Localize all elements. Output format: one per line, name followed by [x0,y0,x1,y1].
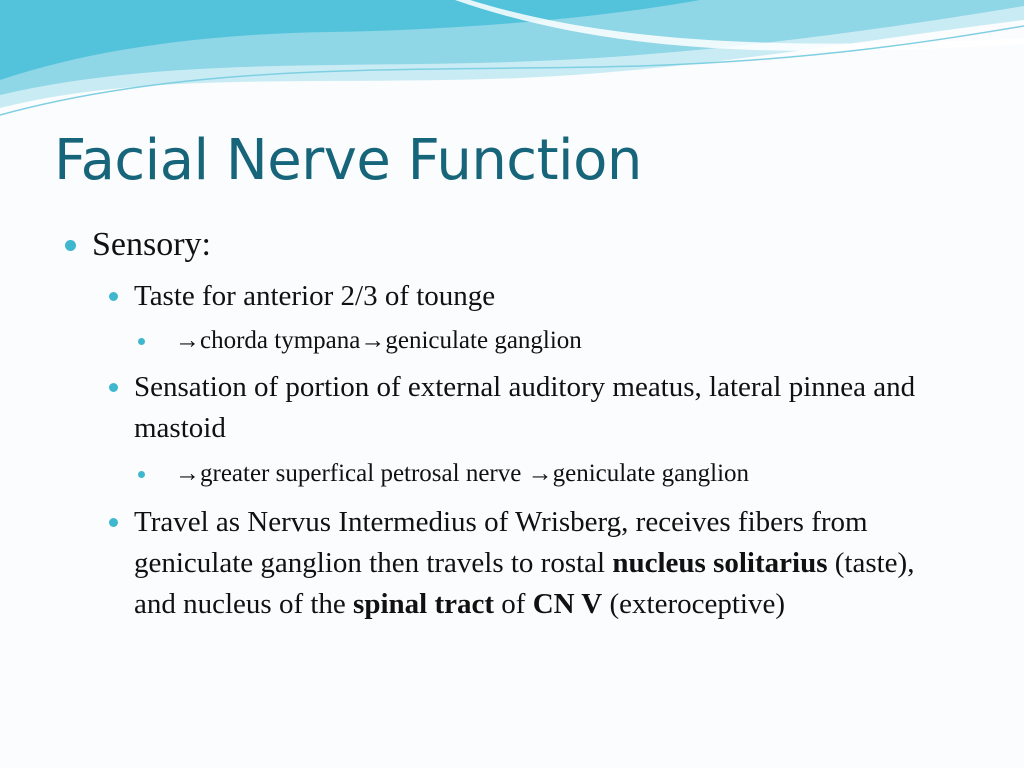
bullet-dot-icon [109,518,118,527]
bullet-chorda-tympana [175,326,582,356]
bullet-taste [134,276,964,317]
bullet-text: →chorda tympana→geniculate ganglion [175,327,582,354]
bullet-text-bold: spinal tract [353,588,495,620]
bullet-sensory [92,224,211,266]
bullet-petrosal-nerve [175,459,749,489]
bullet-text: Taste for anterior 2/3 of tounge [134,280,496,312]
bullet-text: Sensory: [92,226,211,263]
bullet-dot-icon [138,471,145,478]
bullet-sensation [134,367,964,449]
bullet-text: Sensation of portion of external auditory meatus, lateral pinnea and mastoid [134,371,916,444]
bullet-dot-icon [138,338,145,345]
slide-title: Facial Nerve Function [54,128,642,193]
bullet-nervus-intermedius [134,502,934,625]
bullet-text-part: of [494,588,533,620]
bullet-text-part: (exteroceptive) [602,588,786,620]
bullet-text-bold: CN V [532,588,603,620]
bullet-dot-icon [65,240,76,251]
bullet-dot-icon [109,383,118,392]
bullet-text-part: (taste), and nucleus of the [134,547,915,620]
bullet-dot-icon [109,292,118,301]
bullet-text-bold: nucleus solitarius [612,547,828,579]
bullet-text: →greater superfical petrosal nerve →geniculate ganglion [175,460,750,487]
decorative-wave-header [0,0,1024,130]
bullet-text-part: Travel as Nervus Intermedius of Wrisberg, receives fibers from geniculate ganglion then travels to rostal [134,506,868,579]
